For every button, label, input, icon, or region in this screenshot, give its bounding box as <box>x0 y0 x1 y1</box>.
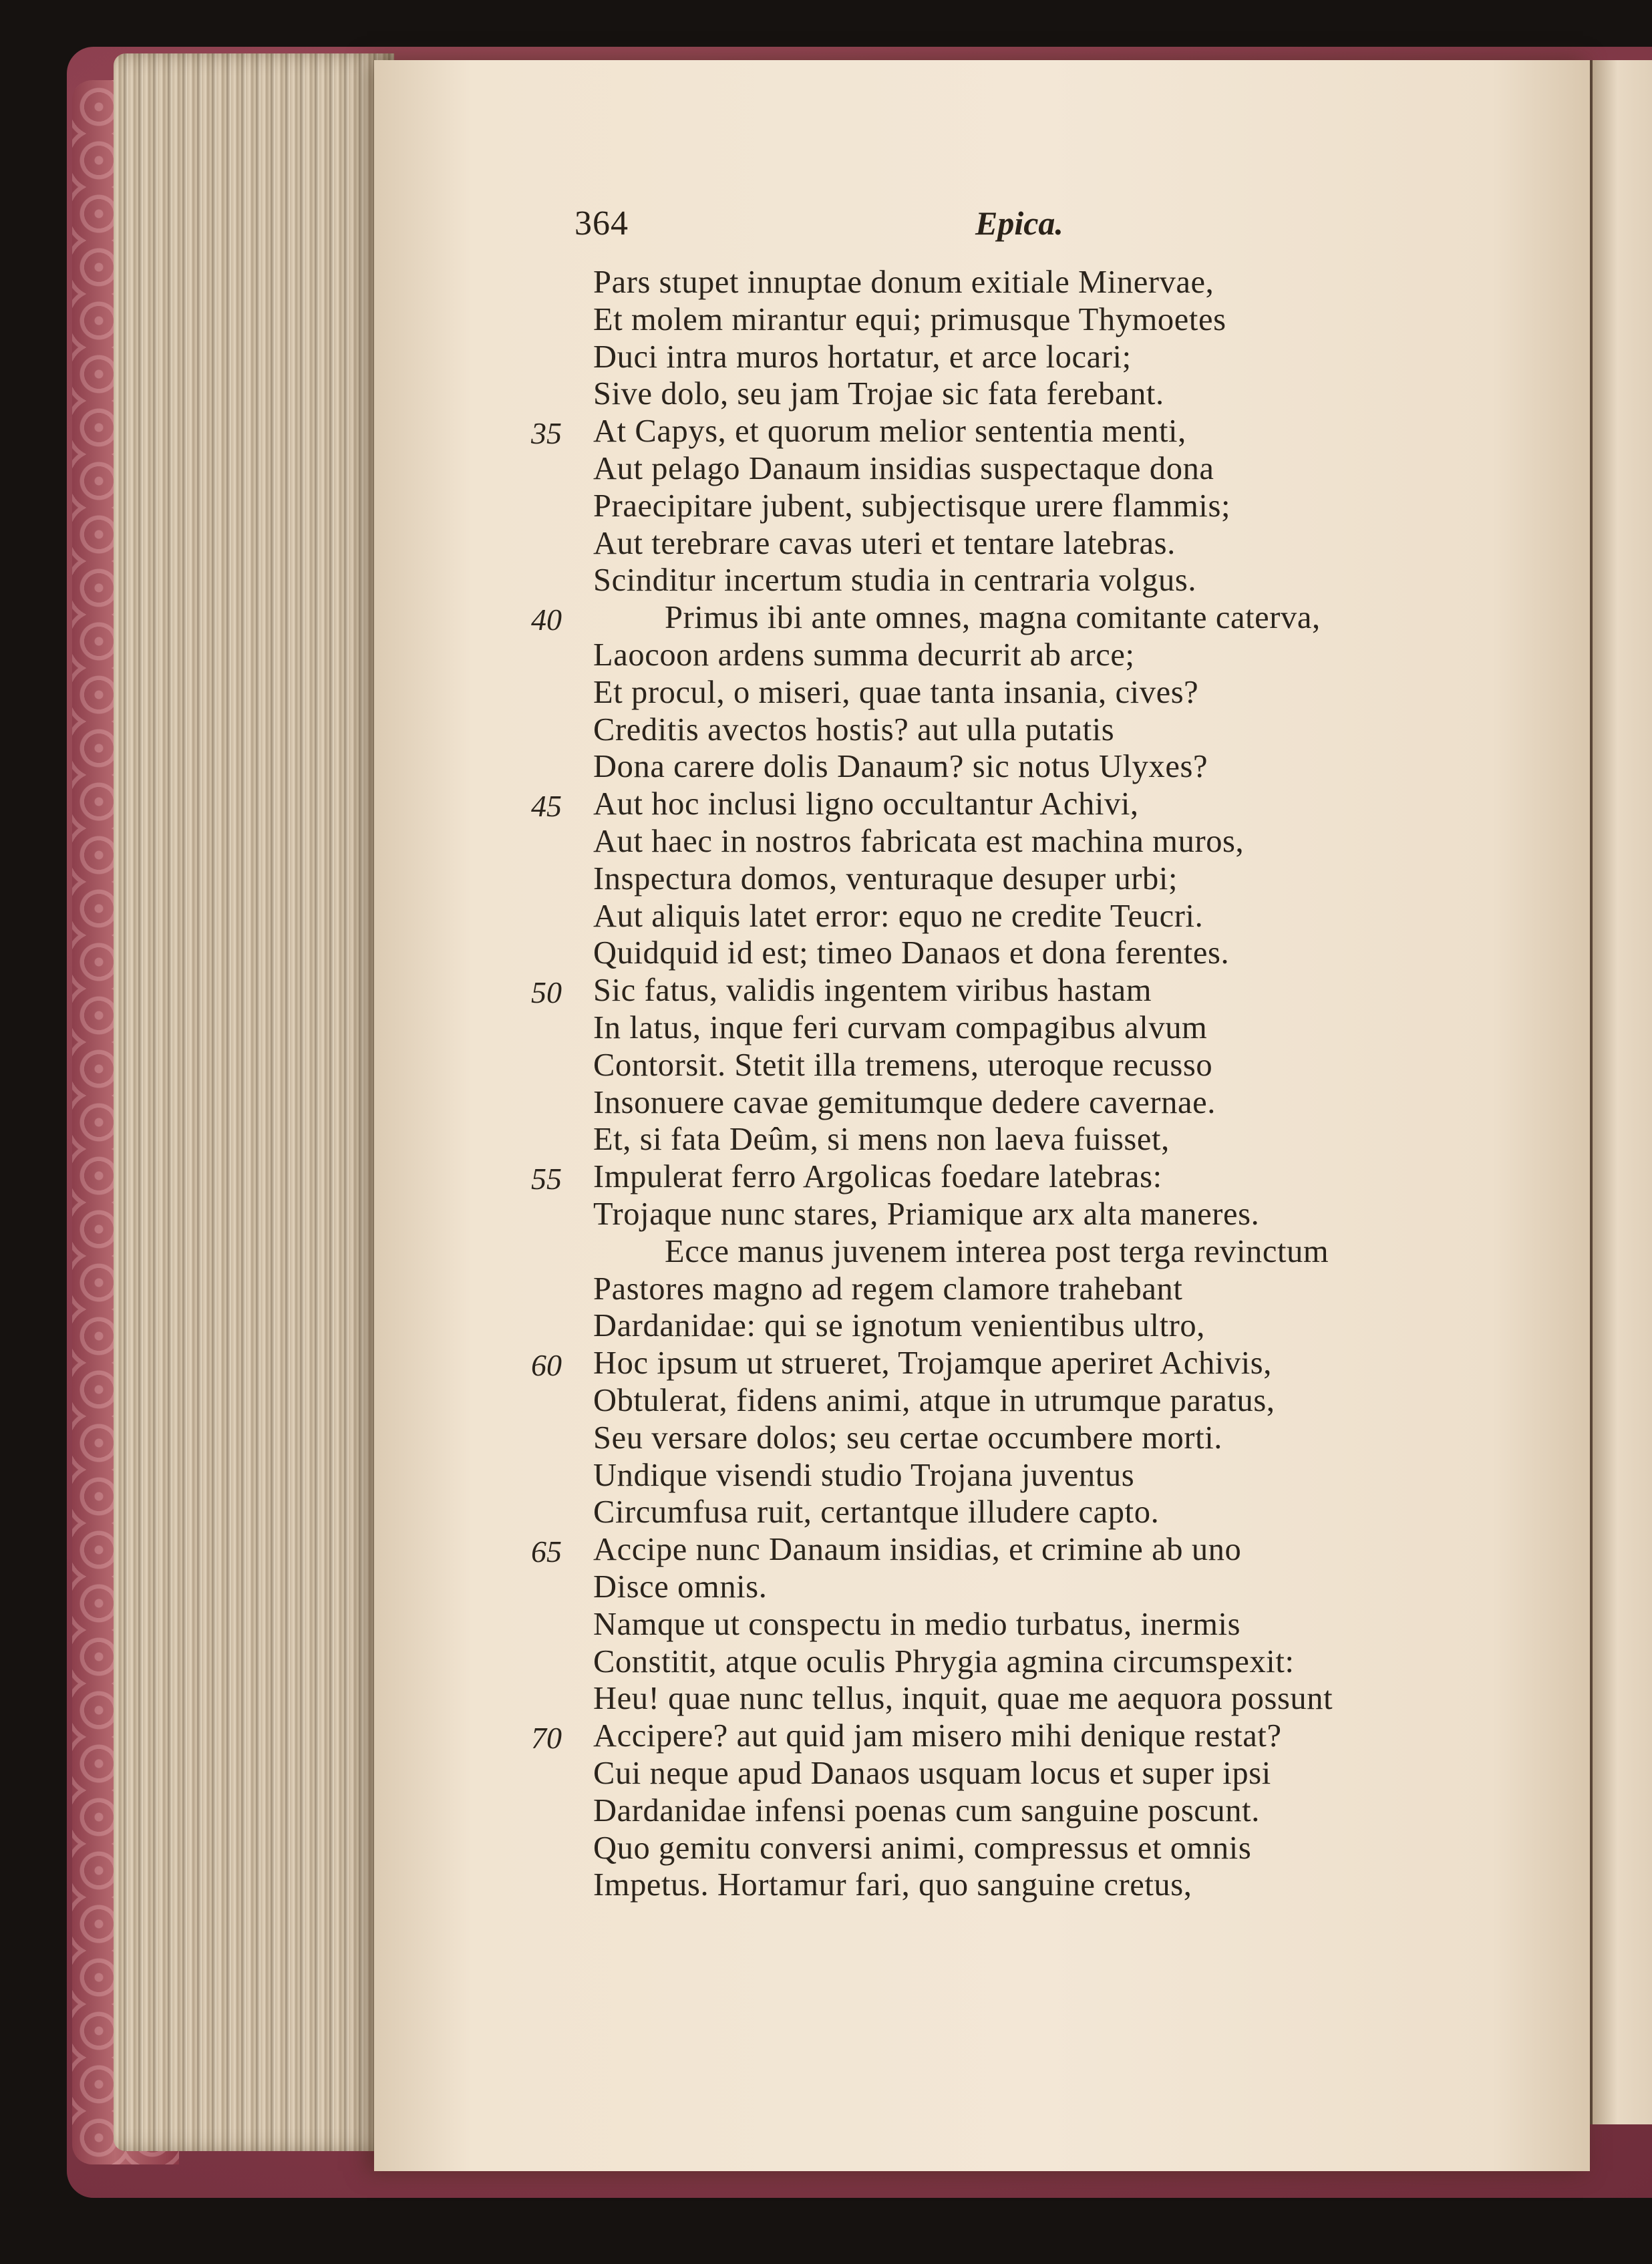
verse-line: Creditis avectos hostis? aut ulla putatis <box>593 711 1115 748</box>
verse-line: Namque ut conspectu in medio turbatus, inermis <box>593 1606 1241 1642</box>
verse-line: Laocoon ardens summa decurrit ab arce; <box>593 637 1135 673</box>
verse-line: Et molem mirantur equi; primusque Thymoetes <box>593 301 1226 337</box>
line-number: 55 <box>531 1162 562 1196</box>
verse-line: Constitit, atque oculis Phrygia agmina circumspexit: <box>593 1643 1295 1679</box>
verse-line: Accipere? aut quid jam misero mihi denique restat? <box>593 1718 1282 1754</box>
verse-line: Quo gemitu conversi animi, compressus et omnis <box>593 1830 1252 1866</box>
verse-line: Impulerat ferro Argolicas foedare latebras: <box>593 1159 1162 1195</box>
verse-line: Aut aliquis latet error: equo ne credite Teucri. <box>593 898 1204 934</box>
verse-line: Dardanidae: qui se ignotum venientibus ultro, <box>593 1308 1205 1344</box>
line-number: 40 <box>531 603 562 637</box>
verse-line: Duci intra muros hortatur, et arce locari; <box>593 339 1132 375</box>
verse-line: Dona carere dolis Danaum? sic notus Ulyxes? <box>593 749 1208 785</box>
verse-line: Aut pelago Danaum insidias suspectaque dona <box>593 451 1214 486</box>
verse-line: Scinditur incertum studia in centraria volgus. <box>593 562 1197 599</box>
verse-line: Inspectura domos, venturaque desuper urbi; <box>593 860 1178 897</box>
verse-line: Contorsit. Stetit illa tremens, uteroque recusso <box>593 1047 1213 1083</box>
verse-line: In latus, inque feri curvam compagibus alvum <box>593 1010 1208 1045</box>
verse-line: Aut haec in nostros fabricata est machina muros, <box>593 824 1245 859</box>
line-number: 60 <box>531 1348 562 1383</box>
verse-line: Pastores magno ad regem clamore trahebant <box>593 1271 1183 1307</box>
verse-line: Et procul, o miseri, quae tanta insania, cives? <box>593 674 1199 710</box>
running-title: Epica. <box>975 204 1063 242</box>
verse-line: Praecipitare jubent, subjectisque urere flammis; <box>593 488 1231 524</box>
verse-line: Impetus. Hortamur fari, quo sanguine cretus, <box>593 1867 1192 1903</box>
verse-line: Aut hoc inclusi ligno occultantur Achivi, <box>593 786 1139 822</box>
line-number: 70 <box>531 1721 562 1756</box>
verse-line: Accipe nunc Danaum insidias, et crimine ab uno <box>593 1532 1242 1568</box>
verse-line: Insonuere cavae gemitumque dedere cavernae. <box>593 1084 1216 1120</box>
verse-line: Sive dolo, seu jam Trojae sic fata ferebant. <box>593 376 1164 412</box>
line-number: 50 <box>531 975 562 1010</box>
line-number: 45 <box>531 789 562 824</box>
verse-line: Trojaque nunc stares, Priamique arx alta maneres. <box>593 1196 1260 1232</box>
line-number: 65 <box>531 1534 562 1569</box>
verse-line: Primus ibi ante omnes, magna comitante caterva, <box>665 600 1321 636</box>
verse-line: Dardanidae infensi poenas cum sanguine poscunt. <box>593 1792 1260 1828</box>
verse-line: Cui neque apud Danaos usquam locus et super ipsi <box>593 1756 1271 1791</box>
verse-line: Sic fatus, validis ingentem viribus hastam <box>593 973 1152 1009</box>
verse-line: Ecce manus juvenem interea post terga revinctum <box>665 1233 1329 1269</box>
verse-line: Aut terebrare cavas uteri et tentare latebras. <box>593 525 1176 561</box>
verse-line: Heu! quae nunc tellus, inquit, quae me aequora possunt <box>593 1681 1333 1717</box>
line-number: 35 <box>531 416 562 451</box>
verse-line: Pars stupet innuptae donum exitiale Minervae, <box>593 265 1214 300</box>
verse-line: Undique visendi studio Trojana juventus <box>593 1457 1135 1493</box>
verse-line: Obtulerat, fidens animi, atque in utrumque paratus, <box>593 1383 1275 1418</box>
verse-line: Circumfusa ruit, certantque illudere capto. <box>593 1494 1160 1530</box>
page-number: 364 <box>574 204 629 242</box>
verse-line: At Capys, et quorum melior sententia menti, <box>593 414 1186 450</box>
verse-line: Hoc ipsum ut strueret, Trojamque aperiret Achivis, <box>593 1345 1273 1382</box>
verse-line: Seu versare dolos; seu certae occumbere morti. <box>593 1420 1222 1456</box>
verse-line: Quidquid id est; timeo Danaos et dona ferentes. <box>593 935 1230 971</box>
verse-line: Disce omnis. <box>593 1569 768 1605</box>
verse-line: Et, si fata Deûm, si mens non laeva fuisset, <box>593 1122 1170 1158</box>
